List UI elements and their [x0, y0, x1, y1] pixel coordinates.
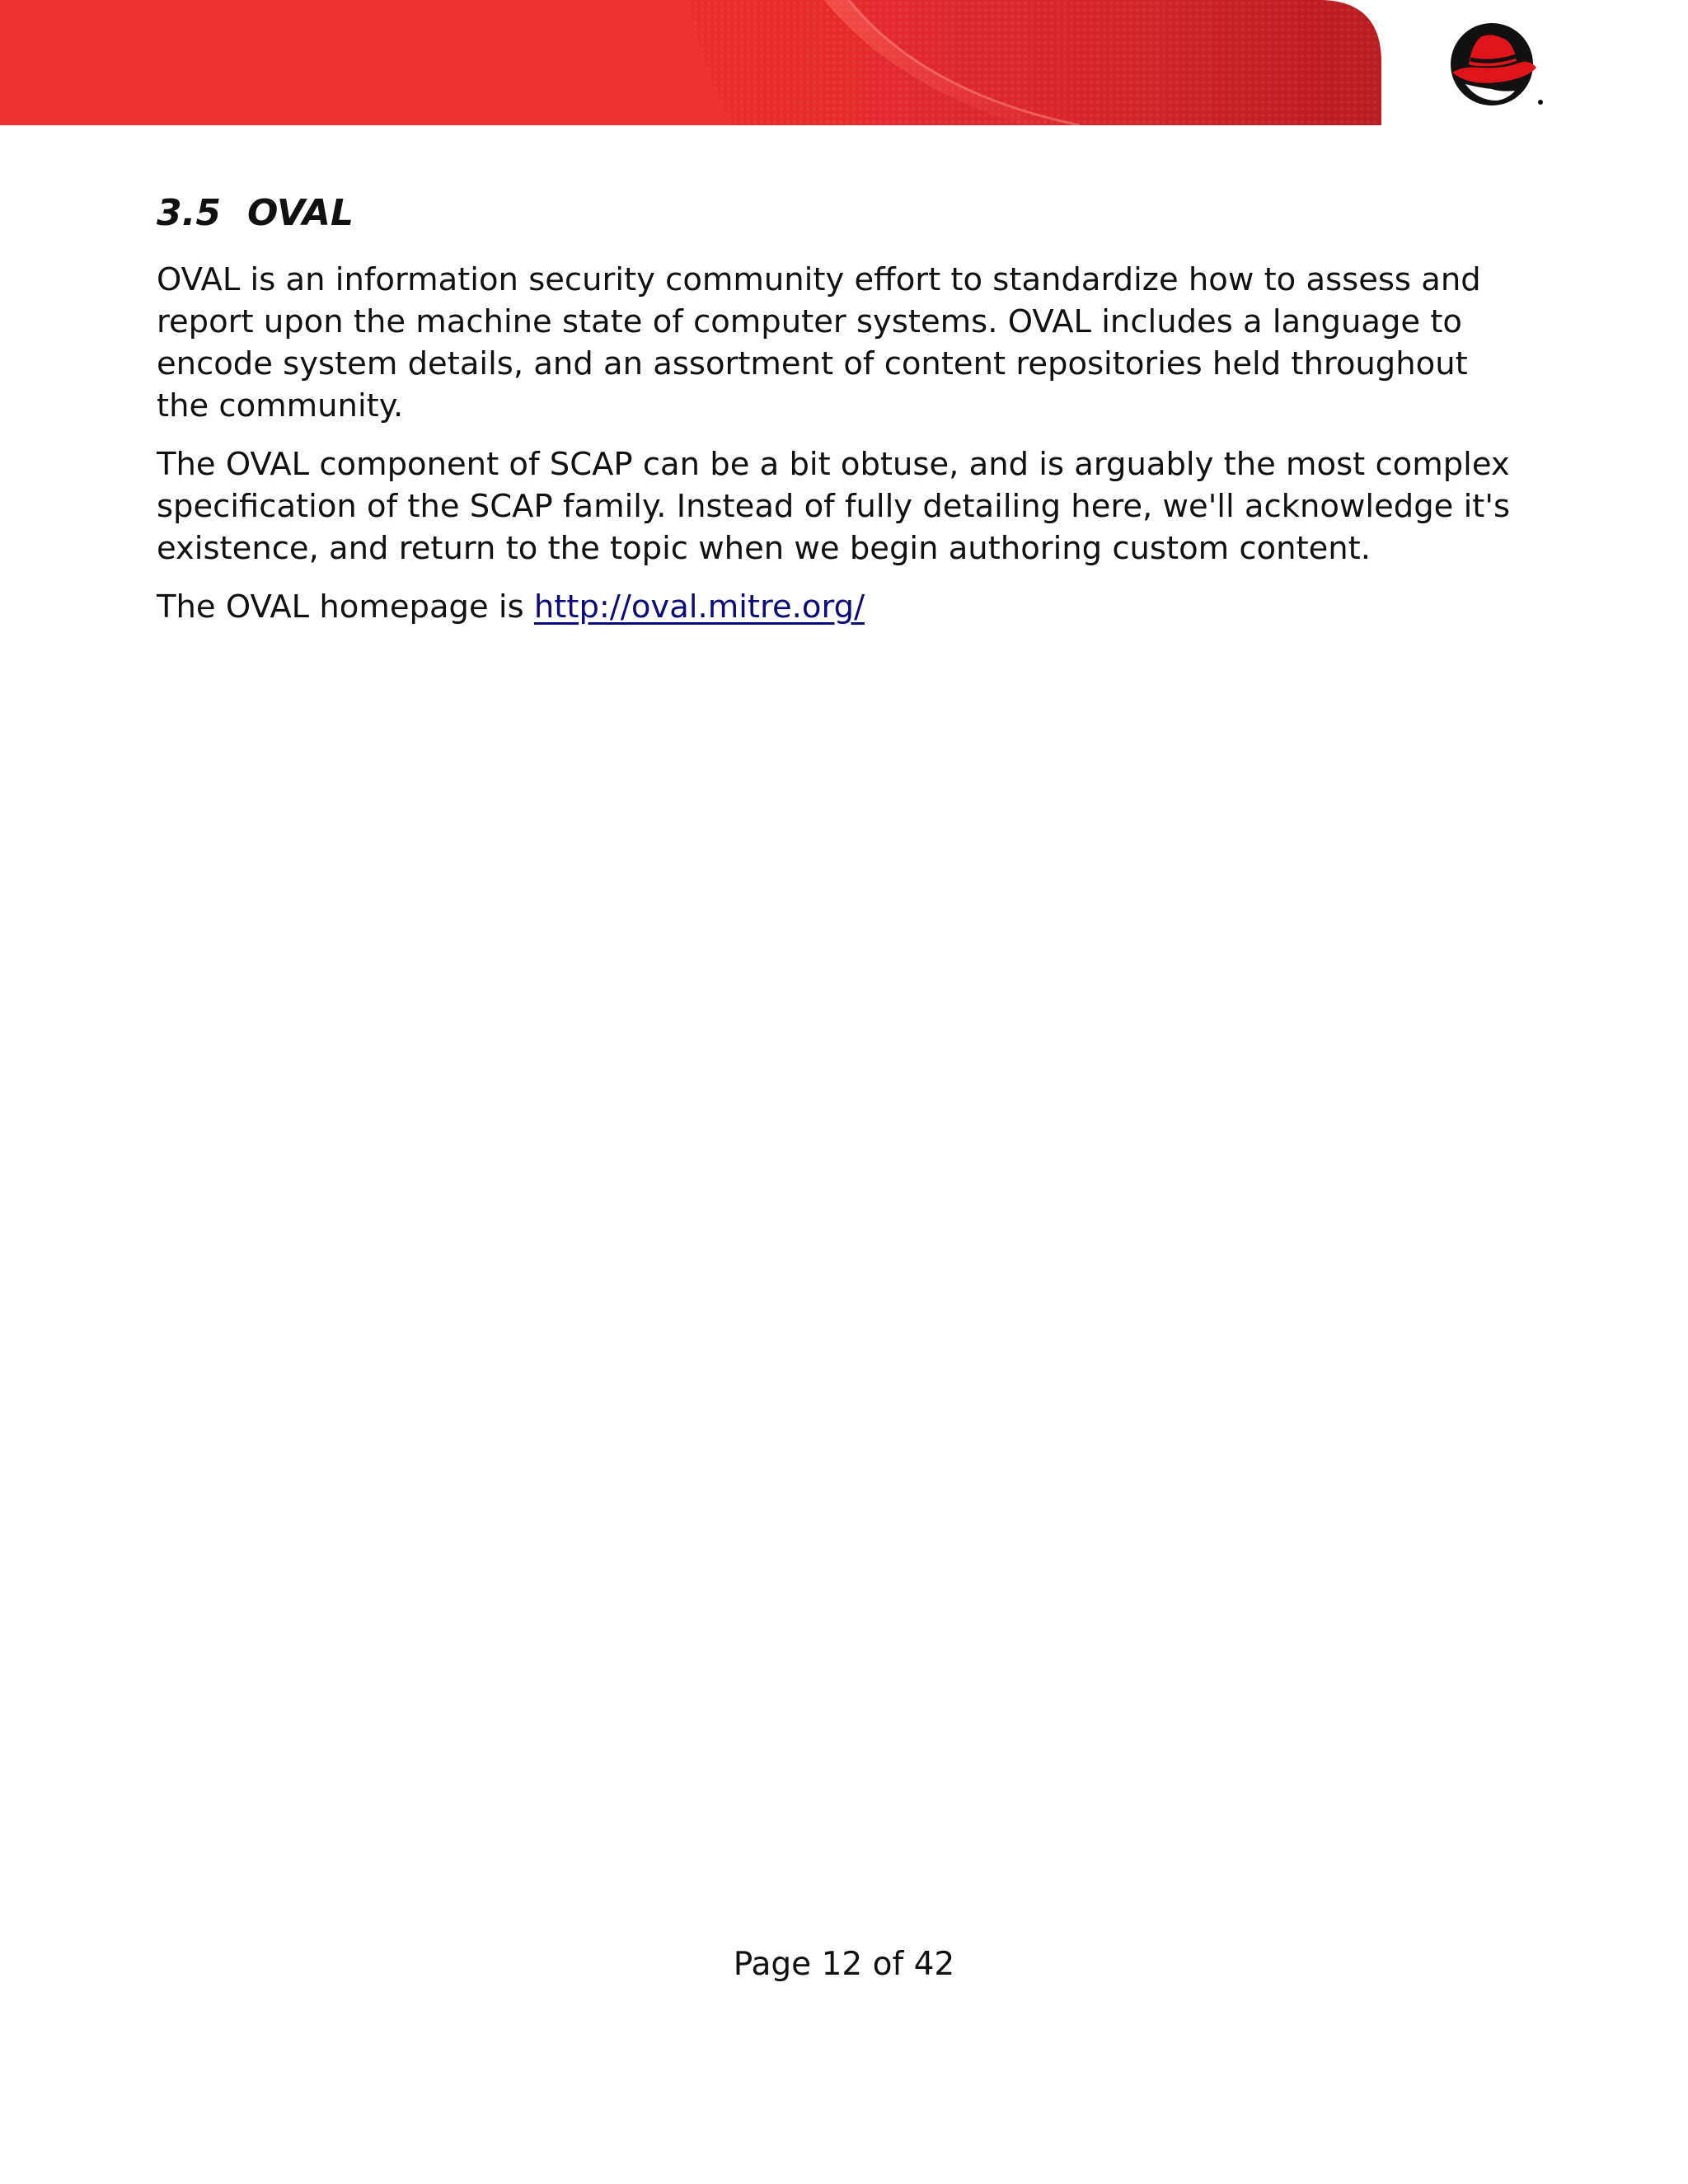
page-number-footer: Page 12 of 42	[733, 1946, 955, 1983]
paragraph-scap-component: The OVAL component of SCAP can be a bit obtuse, and is arguably the most complex specification of the SCAP family. Instead of fully detailing here, we'll acknowledge it's existence, and return to the topic when we begin authoring custom content.	[157, 446, 1511, 567]
header-banner	[0, 0, 1381, 125]
section-number: 3.5	[157, 192, 221, 234]
red-hat-logo-icon	[1444, 21, 1546, 109]
section-heading	[157, 186, 1525, 241]
document-body	[157, 186, 1525, 644]
section-title: OVAL	[247, 192, 354, 234]
paragraph-homepage	[157, 586, 1525, 628]
homepage-label: The OVAL homepage is	[157, 588, 534, 626]
paragraph-intro: OVAL is an information security community effort to standardize how to assess and report upon the machine state of computer systems. OVAL includes a language to encode system details, and an assortment of content repositories held throughout the community.	[157, 261, 1481, 424]
oval-homepage-link[interactable]: http://oval.mitre.org/	[533, 588, 865, 626]
